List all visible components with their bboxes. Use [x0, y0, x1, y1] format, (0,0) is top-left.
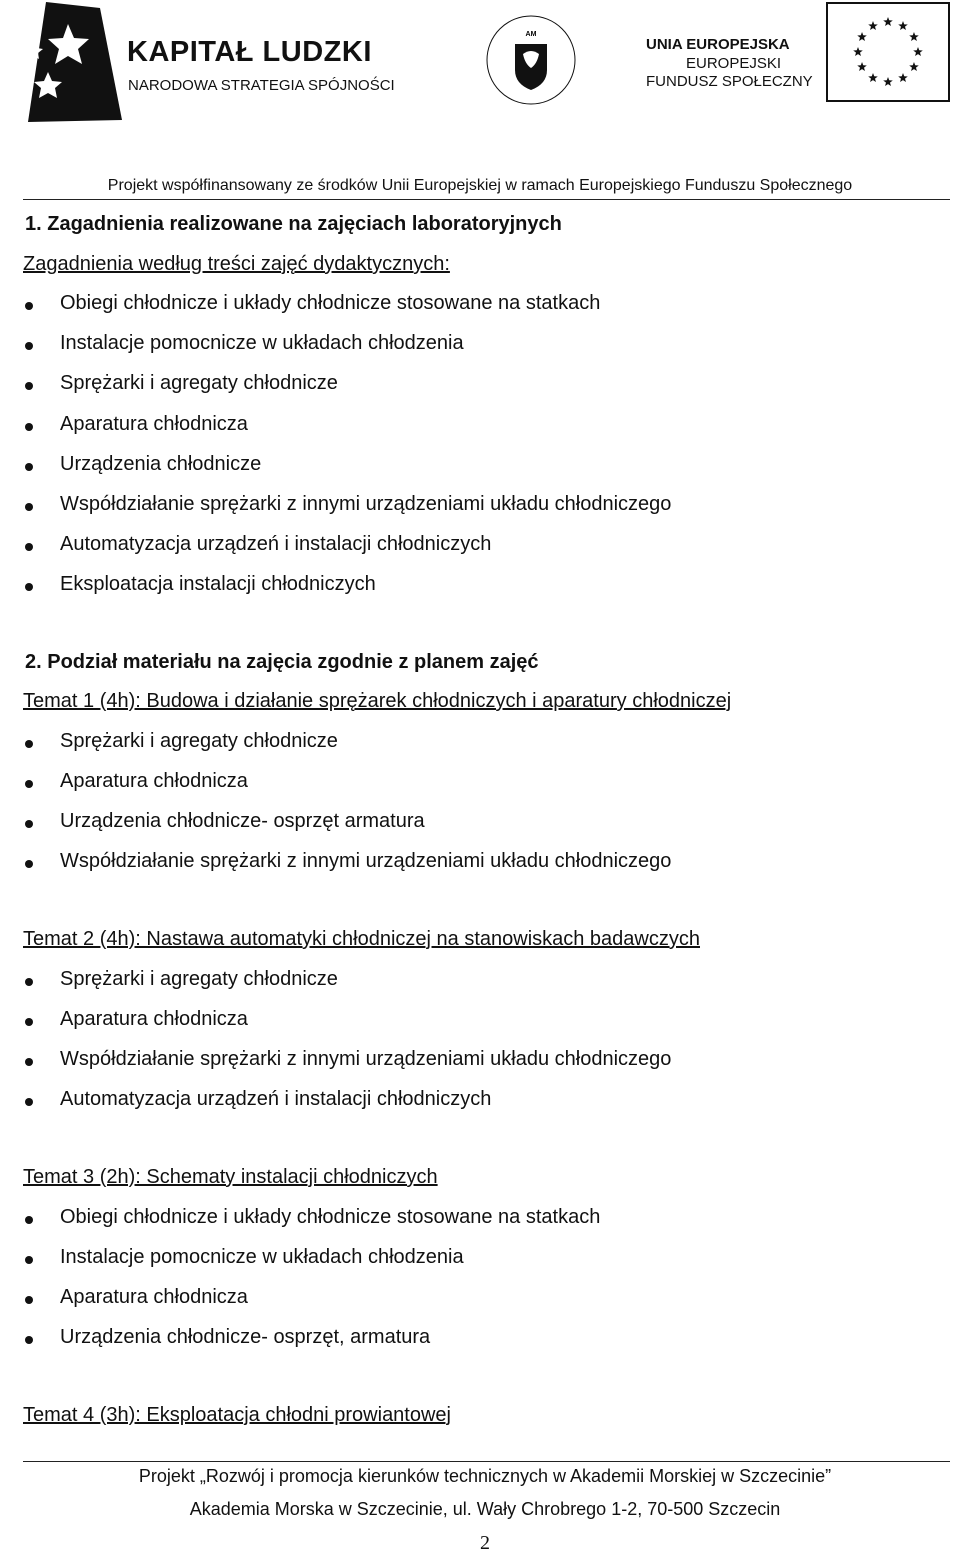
topic3-title: Temat 3 (2h): Schematy instalacji chłodniczych — [23, 1166, 438, 1188]
topic2-title: Temat 2 (4h): Nastawa automatyki chłodniczej na stanowiskach badawczych — [23, 928, 700, 950]
section1-subheading: Zagadnienia według treści zajęć dydaktycznych: — [23, 253, 450, 275]
bullet-icon — [25, 302, 33, 310]
eu-fund-label-2: FUNDUSZ SPOŁECZNY — [646, 73, 813, 90]
bullet-icon — [25, 1336, 33, 1344]
bullet-icon — [25, 1058, 33, 1066]
eu-union-label: UNIA EUROPEJSKA — [646, 36, 790, 53]
bullet-icon — [25, 382, 33, 390]
kapital-ludzki-subtitle: NARODOWA STRATEGIA SPÓJNOŚCI — [128, 77, 395, 94]
bullet-icon — [25, 423, 33, 431]
bullet-icon — [25, 342, 33, 350]
bullet-icon — [25, 503, 33, 511]
bullet-icon — [25, 543, 33, 551]
topic4-title: Temat 4 (3h): Eksploatacja chłodni prowiantowej — [23, 1404, 451, 1426]
svg-text:AM: AM — [525, 31, 537, 38]
footer-address: Akademia Morska w Szczecinie, ul. Wały Chrobrego 1-2, 70-500 Szczecin — [189, 1499, 781, 1519]
kapital-ludzki-title: KAPITAŁ LUDZKI — [127, 36, 372, 68]
footer-project: Projekt „Rozwój i promocja kierunków technicznych w Akademii Morskiej w Szczecinie” — [138, 1466, 832, 1486]
bullet-icon — [25, 1296, 33, 1304]
header-divider — [23, 199, 950, 200]
cofinanced-notice: Projekt współfinansowany ze środków Unii Europejskiej w ramach Europejskiego Funduszu Społecznego — [107, 177, 853, 194]
bullet-icon — [25, 1256, 33, 1264]
bullet-icon — [25, 1018, 33, 1026]
section1-heading: 1. Zagadnienia realizowane na zajęciach laboratoryjnych — [25, 213, 562, 235]
bullet-icon — [25, 978, 33, 986]
bullet-icon — [25, 820, 33, 828]
page-number: 2 — [480, 1532, 490, 1554]
bullet-icon — [25, 583, 33, 591]
footer-divider — [23, 1461, 950, 1462]
bullet-icon — [25, 740, 33, 748]
bullet-icon — [25, 860, 33, 868]
bullet-icon — [25, 1098, 33, 1106]
section2-heading: 2. Podział materiału na zajęcia zgodnie z planem zajęć — [25, 651, 539, 673]
topic1-title: Temat 1 (4h): Budowa i działanie sprężarek chłodniczych i aparatury chłodniczej — [23, 690, 732, 712]
kapital-ludzki-star-icon — [28, 2, 124, 122]
eu-fund-label-1: EUROPEJSKI — [686, 55, 782, 72]
eu-stars-flag-icon — [826, 2, 950, 102]
bullet-icon — [25, 1216, 33, 1224]
bullet-icon — [25, 463, 33, 471]
akademia-morska-crest-icon — [485, 14, 577, 106]
bullet-icon — [25, 780, 33, 788]
